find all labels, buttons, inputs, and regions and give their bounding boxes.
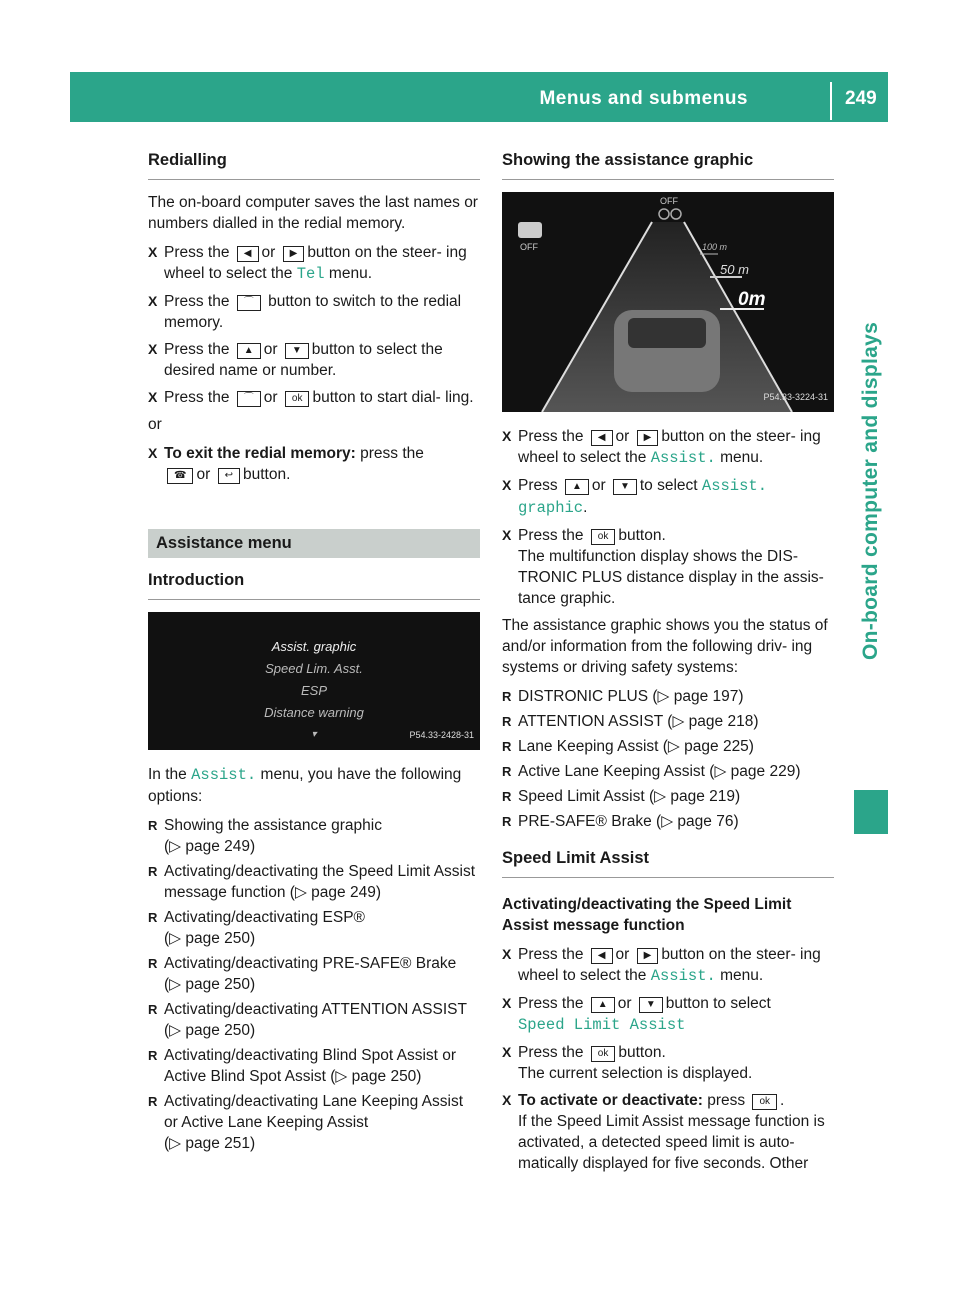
graphic-step-3: X Press the ok button. The multifunction display shows the DIS- TRONIC PLUS distance display in the assis- tance graphic. xyxy=(502,525,834,609)
image-code: P54.33-2428-31 xyxy=(409,730,474,740)
left-arrow-key-icon: ◀ xyxy=(591,430,613,446)
page-number: 249 xyxy=(845,88,877,109)
list-item: R Active Lane Keeping Assist (▷ page 229) xyxy=(502,761,834,782)
right-arrow-key-icon: ▶ xyxy=(637,430,659,446)
left-arrow-key-icon: ◀ xyxy=(591,948,613,964)
list-item: R Speed Limit Assist (▷ page 219) xyxy=(502,786,834,807)
tel-menu-label: Tel xyxy=(296,265,325,283)
menu-item: Speed Lim. Asst. xyxy=(265,661,363,676)
assist-menu-label: Assist. xyxy=(191,766,257,784)
section-title: Menus and submenus xyxy=(539,88,748,109)
activation-subheading: Activating/deactivating the Speed Limit Assist message function xyxy=(502,896,792,934)
or-text: or xyxy=(148,416,162,433)
assistance-graphic-image xyxy=(502,192,834,412)
chapter-tab-marker xyxy=(854,790,888,834)
ok-key-icon: ok xyxy=(591,1046,616,1062)
chevron-down-icon: ▾ xyxy=(311,729,317,740)
redial-intro: The on-board computer saves the last names or numbers dialled in the redial memory. xyxy=(148,194,478,232)
road-graphic xyxy=(502,192,834,412)
sla-step-3: X Press the ok button. The current selection is displayed. xyxy=(502,1042,834,1084)
assist-menu-label: Assist. xyxy=(650,967,716,985)
status-paragraph: The assistance graphic shows you the status of and/or information from the following driv- ing systems or driving safety systems: xyxy=(502,617,828,676)
list-item: R Activating/deactivating Blind Spot Assist or Active Blind Spot Assist (▷ page 250) xyxy=(148,1045,480,1087)
header-divider xyxy=(830,82,832,120)
list-item: R Activating/deactivating the Speed Limit Assist message function (▷ page 249) xyxy=(148,861,480,903)
right-arrow-key-icon: ▶ xyxy=(283,246,305,262)
sla-step-2: X Press the ▲ or ▼ button to select Speed Limit Assist xyxy=(502,993,834,1036)
coffee-cup-icon xyxy=(518,222,542,238)
left-arrow-key-icon: ◀ xyxy=(237,246,259,262)
redial-exit-step: X To exit the redial memory: press the ☎ or ↩ button. xyxy=(148,443,480,485)
up-arrow-key-icon: ▲ xyxy=(565,479,589,495)
list-item: R Activating/deactivating PRE-SAFE® Brake (▷ page 250) xyxy=(148,953,480,995)
menu-item: ESP xyxy=(300,683,327,698)
assistance-menu-band: Assistance menu xyxy=(148,529,480,558)
list-item: R DISTRONIC PLUS (▷ page 197) xyxy=(502,686,834,707)
ok-key-icon: ok xyxy=(752,1094,777,1110)
menu-item: Distance warning xyxy=(264,705,364,720)
up-arrow-key-icon: ▲ xyxy=(237,343,261,359)
header-bar xyxy=(70,72,888,122)
off-label-top: OFF xyxy=(660,196,678,206)
sla-step-1: X Press the ◀ or ▶ button on the steer- ing wheel to select the Assist. menu. xyxy=(502,944,834,987)
menu-item: Assist. graphic xyxy=(271,639,357,654)
back-key-icon: ↩ xyxy=(218,468,240,484)
distance-0: 0m xyxy=(738,289,766,310)
ok-key-icon: ok xyxy=(285,391,310,407)
list-item: R Showing the assistance graphic (▷ page 249) xyxy=(148,815,480,857)
list-item: R Activating/deactivating Lane Keeping Assist or Active Lane Keeping Assist (▷ page 251) xyxy=(148,1091,480,1154)
ok-key-icon: ok xyxy=(591,529,616,545)
distance-50: 50 m xyxy=(720,262,749,277)
assist-graphic-label: Assist. graphic xyxy=(518,477,768,517)
hangup-key-icon: ☎ xyxy=(167,468,193,484)
sla-step-4: X To activate or deactivate: press ok . If the Speed Limit Assist message function is activated, a detected speed limit is auto- matically displayed for five seconds. Other xyxy=(502,1090,834,1174)
right-column xyxy=(502,150,834,1180)
up-arrow-key-icon: ▲ xyxy=(591,997,615,1013)
redial-step-2: X Press the ⌒ button to switch to the redial memory. xyxy=(148,291,480,333)
systems-list xyxy=(502,686,834,832)
list-item: R Lane Keeping Assist (▷ page 225) xyxy=(502,736,834,757)
list-item: R PRE-SAFE® Brake (▷ page 76) xyxy=(502,811,834,832)
right-arrow-key-icon: ▶ xyxy=(637,948,659,964)
distance-100: 100 m xyxy=(702,242,728,252)
list-item: R Activating/deactivating ATTENTION ASSIST (▷ page 250) xyxy=(148,999,480,1041)
down-arrow-key-icon: ▼ xyxy=(639,997,663,1013)
redial-step-4: X Press the ⌒ or ok button to start dial- ling. xyxy=(148,387,480,408)
graphic-heading: Showing the assistance graphic xyxy=(502,150,834,180)
speed-limit-icon xyxy=(659,209,669,219)
phone-key-icon: ⌒ xyxy=(237,295,261,311)
assist-menu-image xyxy=(148,612,480,750)
options-intro: In the Assist. menu, you have the following options: xyxy=(148,766,462,805)
redial-step-1: X Press the ◀ or ▶ button on the steer- ing wheel to select the Tel menu. xyxy=(148,242,480,285)
graphic-step-2: X Press ▲ or ▼ to select Assist. graphic. xyxy=(502,475,834,519)
introduction-heading: Introduction xyxy=(148,570,480,600)
redial-heading: Redialling xyxy=(148,150,480,180)
down-arrow-key-icon: ▼ xyxy=(613,479,637,495)
chapter-tab-label: On-board computer and displays xyxy=(859,321,882,660)
off-label-left: OFF xyxy=(520,242,538,252)
image-code: P54.33-3224-31 xyxy=(763,392,828,402)
left-column xyxy=(148,150,480,1158)
list-item: R ATTENTION ASSIST (▷ page 218) xyxy=(502,711,834,732)
speed-limit-assist-label: Speed Limit Assist xyxy=(518,1016,686,1034)
assist-menu-label: Assist. xyxy=(650,449,716,467)
down-arrow-key-icon: ▼ xyxy=(285,343,309,359)
redial-step-3: X Press the ▲ or ▼ button to select the desired name or number. xyxy=(148,339,480,381)
list-item: R Activating/deactivating ESP® (▷ page 250) xyxy=(148,907,480,949)
speed-limit-assist-heading: Speed Limit Assist xyxy=(502,848,834,878)
options-list xyxy=(148,815,480,1154)
phone-key-icon: ⌒ xyxy=(237,391,261,407)
graphic-step-1: X Press the ◀ or ▶ button on the steer- ing wheel to select the Assist. menu. xyxy=(502,426,834,469)
